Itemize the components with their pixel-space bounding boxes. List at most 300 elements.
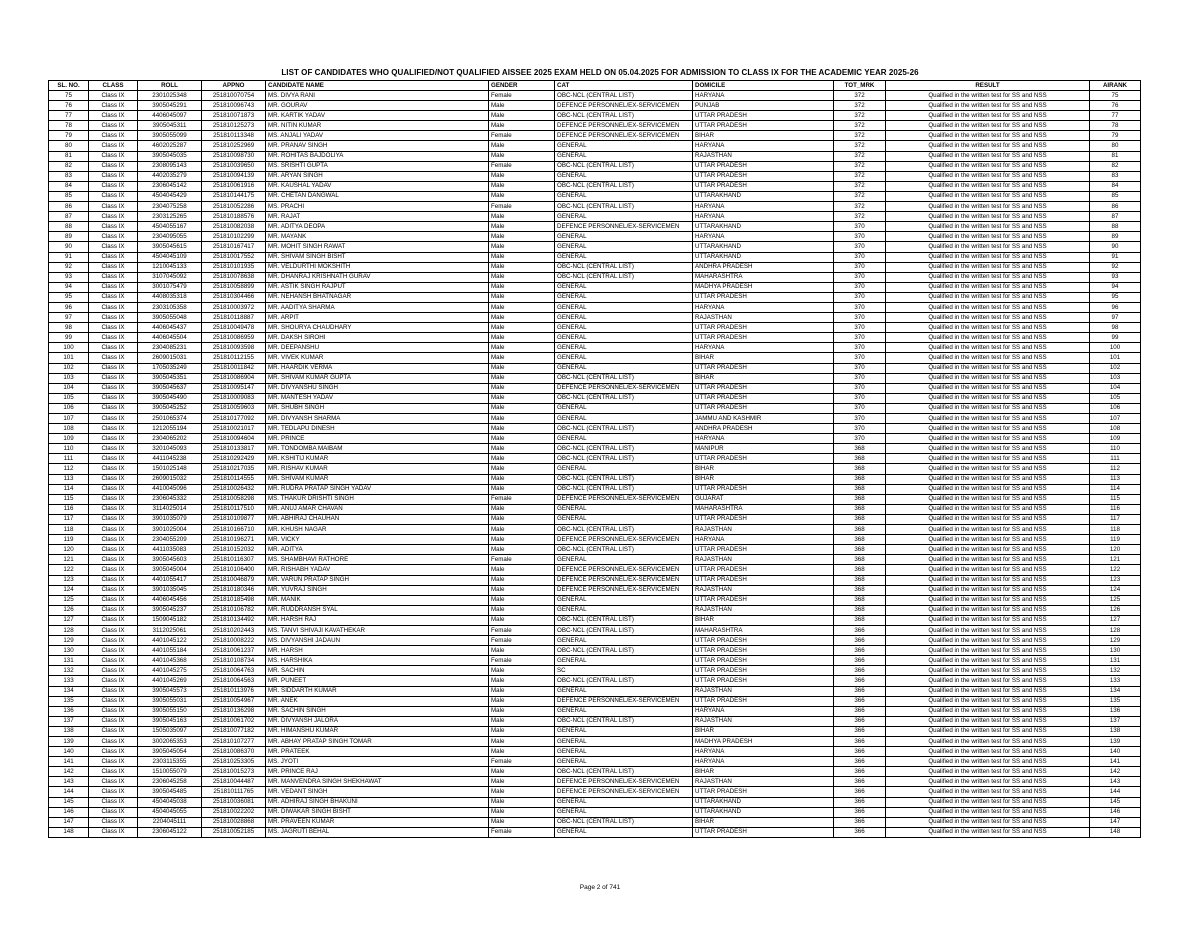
cell-sl-no: 91 [49, 252, 89, 262]
cell-cat: DEFENCE PERSONNEL/EX-SERVICEMEN [555, 575, 693, 585]
col-header-airank: AIRANK [1090, 81, 1141, 91]
cell-roll: 2609015032 [138, 474, 202, 484]
cell-gender: Male [489, 747, 555, 757]
table-row [49, 464, 1141, 474]
cell-domicile: HARYANA [693, 757, 834, 767]
cell-airank: 91 [1090, 252, 1141, 262]
cell-appno: 251810059603 [202, 403, 266, 413]
table-row [49, 817, 1141, 827]
cell-roll: 3901035079 [138, 514, 202, 524]
cell-tot-mrk: 366 [834, 747, 886, 757]
cell-gender: Male [489, 575, 555, 585]
cell-result: Qualified in the written test for SS and NSS [886, 353, 1090, 363]
cell-appno: 251810015273 [202, 767, 266, 777]
cell-cat: GENERAL [555, 232, 693, 242]
cell-class: Class IX [89, 424, 138, 434]
cell-gender: Female [489, 131, 555, 141]
cell-airank: 145 [1090, 797, 1141, 807]
cell-cat: GENERAL [555, 313, 693, 323]
table-row [49, 282, 1141, 292]
cell-domicile: RAJASTHAN [693, 585, 834, 595]
cell-result: Qualified in the written test for SS and NSS [886, 242, 1090, 252]
cell-class: Class IX [89, 131, 138, 141]
table-row [49, 242, 1141, 252]
cell-tot-mrk: 372 [834, 151, 886, 161]
cell-roll: 2306045258 [138, 777, 202, 787]
cell-appno: 251810036081 [202, 797, 266, 807]
table-row [49, 696, 1141, 706]
cell-tot-mrk: 370 [834, 434, 886, 444]
cell-appno: 251810133817 [202, 444, 266, 454]
cell-appno: 251810101935 [202, 262, 266, 272]
cell-domicile: BIHAR [693, 817, 834, 827]
cell-class: Class IX [89, 302, 138, 312]
cell-sl-no: 110 [49, 444, 89, 454]
cell-roll: 4408035318 [138, 292, 202, 302]
cell-domicile: UTTAR PRADESH [693, 696, 834, 706]
cell-airank: 104 [1090, 383, 1141, 393]
cell-domicile: UTTARAKHAND [693, 807, 834, 817]
cell-result: Qualified in the written test for SS and NSS [886, 747, 1090, 757]
table-row [49, 403, 1141, 413]
cell-roll: 4401045368 [138, 656, 202, 666]
cell-tot-mrk: 372 [834, 111, 886, 121]
cell-cat: GENERAL [555, 686, 693, 696]
col-header-appno: APPNO [202, 81, 266, 91]
cell-gender: Male [489, 504, 555, 514]
cell-gender: Male [489, 333, 555, 343]
cell-appno: 251810253305 [202, 757, 266, 767]
cell-roll: 4406045437 [138, 323, 202, 333]
cell-tot-mrk: 368 [834, 484, 886, 494]
cell-result: Qualified in the written test for SS and NSS [886, 726, 1090, 736]
cell-class: Class IX [89, 333, 138, 343]
cell-class: Class IX [89, 737, 138, 747]
cell-airank: 143 [1090, 777, 1141, 787]
cell-gender: Male [489, 393, 555, 403]
cell-airank: 94 [1090, 282, 1141, 292]
cell-appno: 251810086370 [202, 747, 266, 757]
cell-candidate-name: MR. PRANAV SINGH [266, 141, 489, 151]
cell-gender: Male [489, 121, 555, 131]
cell-roll: 2306045332 [138, 494, 202, 504]
table-row [49, 676, 1141, 686]
cell-appno: 251810094604 [202, 434, 266, 444]
cell-domicile: MANIPUR [693, 444, 834, 454]
cell-appno: 251810044487 [202, 777, 266, 787]
cell-sl-no: 125 [49, 595, 89, 605]
cell-tot-mrk: 366 [834, 666, 886, 676]
cell-roll: 4411045238 [138, 454, 202, 464]
cell-tot-mrk: 370 [834, 363, 886, 373]
cell-class: Class IX [89, 535, 138, 545]
cell-cat: GENERAL [555, 252, 693, 262]
cell-appno: 251810017552 [202, 252, 266, 262]
col-header-candidate-name: CANDIDATE NAME [266, 81, 489, 91]
cell-appno: 251810026432 [202, 484, 266, 494]
cell-cat: OBC-NCL (CENTRAL LIST) [555, 484, 693, 494]
cell-gender: Male [489, 797, 555, 807]
cell-gender: Male [489, 696, 555, 706]
cell-gender: Male [489, 282, 555, 292]
cell-class: Class IX [89, 141, 138, 151]
cell-roll: 3905045615 [138, 242, 202, 252]
cell-sl-no: 122 [49, 565, 89, 575]
cell-gender: Male [489, 111, 555, 121]
cell-result: Qualified in the written test for SS and NSS [886, 101, 1090, 111]
cell-appno: 251810106782 [202, 605, 266, 615]
cell-candidate-name: MS. DIVYANSHI JADAUN [266, 636, 489, 646]
table-row [49, 343, 1141, 353]
cell-tot-mrk: 366 [834, 636, 886, 646]
cell-domicile: UTTAR PRADESH [693, 333, 834, 343]
table-row [49, 504, 1141, 514]
cell-appno: 251810096743 [202, 101, 266, 111]
cell-appno: 251810086904 [202, 373, 266, 383]
cell-sl-no: 116 [49, 504, 89, 514]
cell-roll: 3905045237 [138, 605, 202, 615]
cell-airank: 126 [1090, 605, 1141, 615]
cell-airank: 89 [1090, 232, 1141, 242]
cell-candidate-name: MS. SRISHTI GUPTA [266, 161, 489, 171]
cell-domicile: UTTAR PRADESH [693, 656, 834, 666]
cell-candidate-name: MR. ROHITAS BAJDOLIYA [266, 151, 489, 161]
cell-domicile: HARYANA [693, 141, 834, 151]
cell-gender: Male [489, 676, 555, 686]
cell-candidate-name: MR. YUVRAJ SINGH [266, 585, 489, 595]
cell-tot-mrk: 366 [834, 787, 886, 797]
cell-appno: 251810052185 [202, 827, 266, 837]
cell-cat: GENERAL [555, 504, 693, 514]
cell-candidate-name: MR. SHIVAM KUMAR [266, 474, 489, 484]
cell-domicile: BIHAR [693, 726, 834, 736]
cell-roll: 3905045573 [138, 686, 202, 696]
cell-gender: Male [489, 615, 555, 625]
cell-tot-mrk: 372 [834, 101, 886, 111]
cell-domicile: UTTAR PRADESH [693, 292, 834, 302]
cell-candidate-name: MR. HARSH RAJ [266, 615, 489, 625]
cell-cat: GENERAL [555, 414, 693, 424]
cell-tot-mrk: 370 [834, 262, 886, 272]
col-header-tot-mrk: TOT_MRK [834, 81, 886, 91]
cell-appno: 251810070754 [202, 91, 266, 101]
cell-domicile: MAHARASHTRA [693, 272, 834, 282]
cell-domicile: RAJASTHAN [693, 777, 834, 787]
cell-gender: Male [489, 545, 555, 555]
cell-tot-mrk: 368 [834, 585, 886, 595]
cell-cat: SC [555, 666, 693, 676]
cell-roll: 3905045291 [138, 101, 202, 111]
cell-candidate-name: MR. RISHABH YADAV [266, 565, 489, 575]
cell-result: Qualified in the written test for SS and NSS [886, 514, 1090, 524]
cell-result: Qualified in the written test for SS and NSS [886, 202, 1090, 212]
cell-candidate-name: MR. DAKSH SIROHI [266, 333, 489, 343]
cell-tot-mrk: 366 [834, 726, 886, 736]
table-row [49, 494, 1141, 504]
cell-tot-mrk: 372 [834, 212, 886, 222]
cell-cat: DEFENCE PERSONNEL/EX-SERVICEMEN [555, 696, 693, 706]
cell-domicile: BIHAR [693, 615, 834, 625]
cell-tot-mrk: 370 [834, 343, 886, 353]
cell-sl-no: 132 [49, 666, 89, 676]
cell-roll: 4504045429 [138, 191, 202, 201]
cell-roll: 1210045133 [138, 262, 202, 272]
cell-sl-no: 88 [49, 222, 89, 232]
cell-domicile: UTTAR PRADESH [693, 181, 834, 191]
cell-cat: GENERAL [555, 737, 693, 747]
cell-airank: 102 [1090, 363, 1141, 373]
cell-gender: Female [489, 555, 555, 565]
cell-result: Qualified in the written test for SS and NSS [886, 504, 1090, 514]
cell-appno: 251810108734 [202, 656, 266, 666]
table-row [49, 757, 1141, 767]
cell-roll: 1510055079 [138, 767, 202, 777]
cell-domicile: BIHAR [693, 131, 834, 141]
cell-airank: 134 [1090, 686, 1141, 696]
cell-domicile: UTTAR PRADESH [693, 595, 834, 605]
cell-cat: GENERAL [555, 555, 693, 565]
cell-tot-mrk: 368 [834, 615, 886, 625]
cell-cat: OBC-NCL (CENTRAL LIST) [555, 202, 693, 212]
cell-airank: 140 [1090, 747, 1141, 757]
cell-result: Qualified in the written test for SS and NSS [886, 111, 1090, 121]
cell-appno: 251810095147 [202, 383, 266, 393]
cell-class: Class IX [89, 444, 138, 454]
cell-class: Class IX [89, 807, 138, 817]
table-row [49, 323, 1141, 333]
cell-class: Class IX [89, 777, 138, 787]
table-body [49, 91, 1141, 838]
table-row [49, 767, 1141, 777]
cell-sl-no: 107 [49, 414, 89, 424]
cell-class: Class IX [89, 706, 138, 716]
cell-appno: 251810152032 [202, 545, 266, 555]
cell-candidate-name: MR. VIVEK KUMAR [266, 353, 489, 363]
cell-class: Class IX [89, 191, 138, 201]
cell-gender: Male [489, 726, 555, 736]
cell-domicile: UTTAR PRADESH [693, 393, 834, 403]
cell-airank: 139 [1090, 737, 1141, 747]
cell-tot-mrk: 368 [834, 555, 886, 565]
cell-gender: Male [489, 262, 555, 272]
cell-airank: 78 [1090, 121, 1141, 131]
cell-sl-no: 85 [49, 191, 89, 201]
cell-roll: 2306045122 [138, 827, 202, 837]
cell-airank: 84 [1090, 181, 1141, 191]
cell-class: Class IX [89, 313, 138, 323]
cell-class: Class IX [89, 111, 138, 121]
cell-gender: Female [489, 161, 555, 171]
cell-tot-mrk: 372 [834, 91, 886, 101]
cell-sl-no: 90 [49, 242, 89, 252]
table-row [49, 514, 1141, 524]
cell-result: Qualified in the written test for SS and NSS [886, 767, 1090, 777]
cell-domicile: UTTAR PRADESH [693, 565, 834, 575]
cell-roll: 3905055048 [138, 313, 202, 323]
cell-airank: 148 [1090, 827, 1141, 837]
cell-candidate-name: MR. DIVYANSH SHARMA [266, 414, 489, 424]
cell-gender: Male [489, 302, 555, 312]
cell-sl-no: 114 [49, 484, 89, 494]
cell-roll: 2204045111 [138, 817, 202, 827]
cell-roll: 3201045093 [138, 444, 202, 454]
cell-appno: 251810107277 [202, 737, 266, 747]
cell-sl-no: 108 [49, 424, 89, 434]
cell-class: Class IX [89, 353, 138, 363]
cell-airank: 106 [1090, 403, 1141, 413]
cell-domicile: UTTAR PRADESH [693, 383, 834, 393]
cell-domicile: HARYANA [693, 343, 834, 353]
table-row [49, 484, 1141, 494]
cell-domicile: HARYANA [693, 434, 834, 444]
cell-roll: 4401045275 [138, 666, 202, 676]
table-row [49, 302, 1141, 312]
cell-airank: 131 [1090, 656, 1141, 666]
cell-sl-no: 127 [49, 615, 89, 625]
cell-tot-mrk: 366 [834, 777, 886, 787]
cell-cat: GENERAL [555, 242, 693, 252]
cell-airank: 121 [1090, 555, 1141, 565]
cell-sl-no: 123 [49, 575, 89, 585]
cell-tot-mrk: 366 [834, 716, 886, 726]
cell-tot-mrk: 366 [834, 737, 886, 747]
table-row [49, 353, 1141, 363]
cell-tot-mrk: 366 [834, 656, 886, 666]
cell-class: Class IX [89, 504, 138, 514]
cell-appno: 251810054967 [202, 696, 266, 706]
cell-tot-mrk: 368 [834, 454, 886, 464]
cell-class: Class IX [89, 666, 138, 676]
cell-appno: 251810112155 [202, 353, 266, 363]
cell-candidate-name: MR. ABHAY PRATAP SINGH TOMAR [266, 737, 489, 747]
table-row [49, 716, 1141, 726]
cell-result: Qualified in the written test for SS and NSS [886, 272, 1090, 282]
cell-tot-mrk: 366 [834, 676, 886, 686]
cell-airank: 90 [1090, 242, 1141, 252]
table-row [49, 525, 1141, 535]
cell-sl-no: 120 [49, 545, 89, 555]
cell-gender: Male [489, 373, 555, 383]
cell-sl-no: 131 [49, 656, 89, 666]
cell-cat: DEFENCE PERSONNEL/EX-SERVICEMEN [555, 535, 693, 545]
cell-tot-mrk: 372 [834, 202, 886, 212]
cell-cat: GENERAL [555, 514, 693, 524]
cell-airank: 81 [1090, 151, 1141, 161]
cell-class: Class IX [89, 363, 138, 373]
cell-appno: 251810046879 [202, 575, 266, 585]
cell-candidate-name: MR. GOURAV [266, 101, 489, 111]
cell-sl-no: 96 [49, 302, 89, 312]
cell-class: Class IX [89, 323, 138, 333]
cell-tot-mrk: 366 [834, 696, 886, 706]
cell-result: Qualified in the written test for SS and NSS [886, 403, 1090, 413]
cell-candidate-name: MR. VICKY [266, 535, 489, 545]
cell-tot-mrk: 370 [834, 353, 886, 363]
cell-cat: GENERAL [555, 141, 693, 151]
cell-roll: 3901025004 [138, 525, 202, 535]
cell-class: Class IX [89, 252, 138, 262]
cell-candidate-name: MR. DIWAKAR SINGH BISHT [266, 807, 489, 817]
cell-airank: 92 [1090, 262, 1141, 272]
cell-tot-mrk: 370 [834, 393, 886, 403]
cell-candidate-name: MR. PUNEET [266, 676, 489, 686]
cell-airank: 144 [1090, 787, 1141, 797]
page-footer: Page 2 of 741 [579, 884, 621, 891]
cell-roll: 3905045490 [138, 393, 202, 403]
cell-domicile: UTTAR PRADESH [693, 323, 834, 333]
cell-candidate-name: MS. JYOTI [266, 757, 489, 767]
cell-appno: 251810113348 [202, 131, 266, 141]
cell-tot-mrk: 368 [834, 494, 886, 504]
cell-gender: Male [489, 383, 555, 393]
cell-candidate-name: MR. MANTESH YADAV [266, 393, 489, 403]
cell-result: Qualified in the written test for SS and NSS [886, 91, 1090, 101]
cell-gender: Female [489, 91, 555, 101]
cell-tot-mrk: 370 [834, 282, 886, 292]
cell-result: Qualified in the written test for SS and NSS [886, 575, 1090, 585]
cell-airank: 124 [1090, 585, 1141, 595]
cell-tot-mrk: 370 [834, 373, 886, 383]
cell-result: Qualified in the written test for SS and NSS [886, 333, 1090, 343]
cell-tot-mrk: 370 [834, 272, 886, 282]
cell-class: Class IX [89, 696, 138, 706]
cell-roll: 3905055031 [138, 696, 202, 706]
cell-tot-mrk: 372 [834, 181, 886, 191]
table-row [49, 787, 1141, 797]
cell-airank: 147 [1090, 817, 1141, 827]
cell-class: Class IX [89, 545, 138, 555]
cell-result: Qualified in the written test for SS and NSS [886, 595, 1090, 605]
cell-cat: OBC-NCL (CENTRAL LIST) [555, 676, 693, 686]
table-row [49, 555, 1141, 565]
cell-cat: DEFENCE PERSONNEL/EX-SERVICEMEN [555, 383, 693, 393]
cell-roll: 3002065353 [138, 737, 202, 747]
cell-appno: 251810118887 [202, 313, 266, 323]
cell-sl-no: 118 [49, 525, 89, 535]
cell-airank: 107 [1090, 414, 1141, 424]
cell-appno: 251810093598 [202, 343, 266, 353]
cell-sl-no: 138 [49, 726, 89, 736]
cell-domicile: MAHARASHTRA [693, 625, 834, 635]
table-row [49, 545, 1141, 555]
cell-class: Class IX [89, 525, 138, 535]
cell-roll: 1501025148 [138, 464, 202, 474]
cell-domicile: ANDHRA PRADESH [693, 262, 834, 272]
cell-domicile: RAJASTHAN [693, 151, 834, 161]
cell-cat: OBC-NCL (CENTRAL LIST) [555, 767, 693, 777]
cell-appno: 251810022202 [202, 807, 266, 817]
cell-tot-mrk: 368 [834, 464, 886, 474]
cell-appno: 251810009083 [202, 393, 266, 403]
cell-candidate-name: MR. SACHIN [266, 666, 489, 676]
cell-cat: DEFENCE PERSONNEL/EX-SERVICEMEN [555, 131, 693, 141]
cell-candidate-name: MR. VEDANT SINGH [266, 787, 489, 797]
cell-airank: 133 [1090, 676, 1141, 686]
cell-candidate-name: MS. HARSHIKA [266, 656, 489, 666]
cell-cat: GENERAL [555, 464, 693, 474]
cell-cat: GENERAL [555, 353, 693, 363]
cell-domicile: UTTAR PRADESH [693, 575, 834, 585]
cell-sl-no: 141 [49, 757, 89, 767]
cell-airank: 111 [1090, 454, 1141, 464]
cell-roll: 2304075258 [138, 202, 202, 212]
cell-domicile: UTTAR PRADESH [693, 676, 834, 686]
cell-domicile: UTTAR PRADESH [693, 787, 834, 797]
cell-gender: Male [489, 434, 555, 444]
table-row [49, 434, 1141, 444]
cell-result: Qualified in the written test for SS and NSS [886, 191, 1090, 201]
cell-sl-no: 101 [49, 353, 89, 363]
